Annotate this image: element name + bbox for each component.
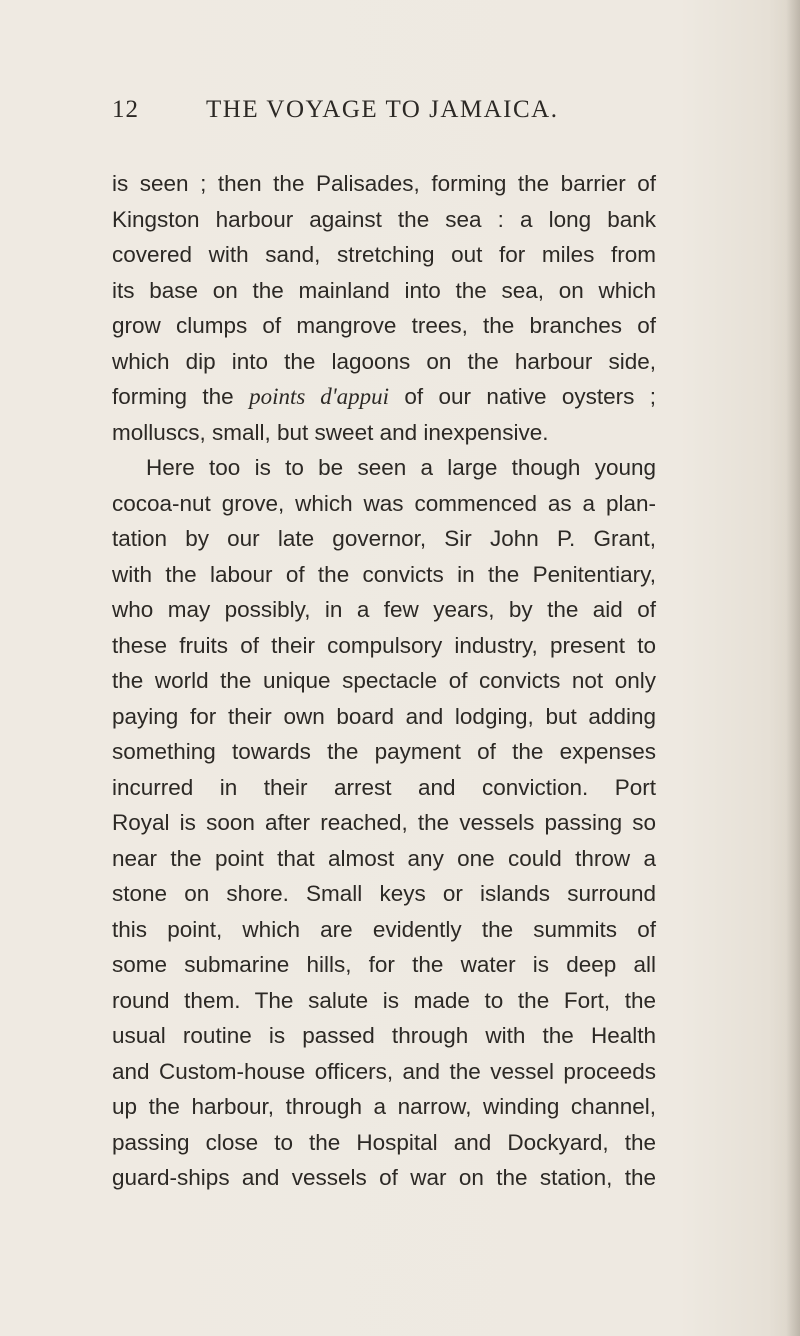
text-line: some submarine hills, for the water is deep all: [112, 952, 656, 977]
text-line: guard-ships and vessels of war on the station, the: [112, 1165, 656, 1190]
page-number: 12: [112, 96, 139, 123]
text-line: usual routine is passed through with the Health: [112, 1023, 656, 1048]
text-line: and Custom-house officers, and the vessel proceeds: [112, 1058, 656, 1084]
text-line: grow clumps of mangrove trees, the branches of: [112, 313, 656, 338]
text-line: stone on shore. Small keys or islands surround: [112, 881, 656, 906]
text-run: forming the: [112, 384, 250, 409]
text-line: these fruits of their compulsory industry, present to: [112, 632, 656, 658]
paragraph-end-line: molluscs, small, but sweet and inexpensive.: [112, 419, 549, 445]
text-line: the world the unique spectacle of convicts not only: [112, 668, 656, 693]
text-line: its base on the mainland into the sea, on which: [112, 277, 656, 303]
text-line: which dip into the lagoons on the harbour side,: [112, 348, 656, 374]
text-line: up the harbour, through a narrow, winding channel,: [112, 1094, 656, 1119]
text-line: is seen ; then the Palisades, forming the barrier of: [112, 171, 656, 196]
page-edge-shadow: [786, 0, 800, 1336]
text-line: [112, 379, 656, 415]
text-line: near the point that almost any one could throw a: [112, 845, 656, 871]
text-line: Royal is soon after reached, the vessels passing so: [112, 810, 656, 835]
text-line: this point, which are evidently the summits of: [112, 916, 656, 942]
italic-phrase: points d'appui: [249, 384, 389, 409]
text-line: passing close to the Hospital and Dockyard, the: [112, 1129, 656, 1155]
text-line: Kingston harbour against the sea : a long bank: [112, 206, 656, 232]
text-line: tation by our late governor, Sir John P. Grant,: [112, 526, 656, 551]
body-text: [112, 166, 656, 1196]
text-run: of our native oysters ;: [389, 384, 656, 409]
text-line: paying for their own board and lodging, but adding: [112, 703, 656, 729]
text-line: who may possibly, in a few years, by the aid of: [112, 597, 656, 622]
running-title: THE VOYAGE TO JAMAICA.: [206, 96, 559, 123]
text-line: cocoa-nut grove, which was commenced as a plan-: [112, 490, 656, 516]
text-line: incurred in their arrest and conviction. Port: [112, 774, 656, 800]
text-line: something towards the payment of the expenses: [112, 739, 656, 764]
running-header: [112, 95, 652, 135]
text-line: covered with sand, stretching out for miles from: [112, 242, 656, 267]
paragraph-start-line: Here too is to be seen a large though young: [146, 455, 656, 480]
text-line: with the labour of the convicts in the Penitentiary,: [112, 561, 656, 587]
text-line: round them. The salute is made to the Fort, the: [112, 987, 656, 1013]
